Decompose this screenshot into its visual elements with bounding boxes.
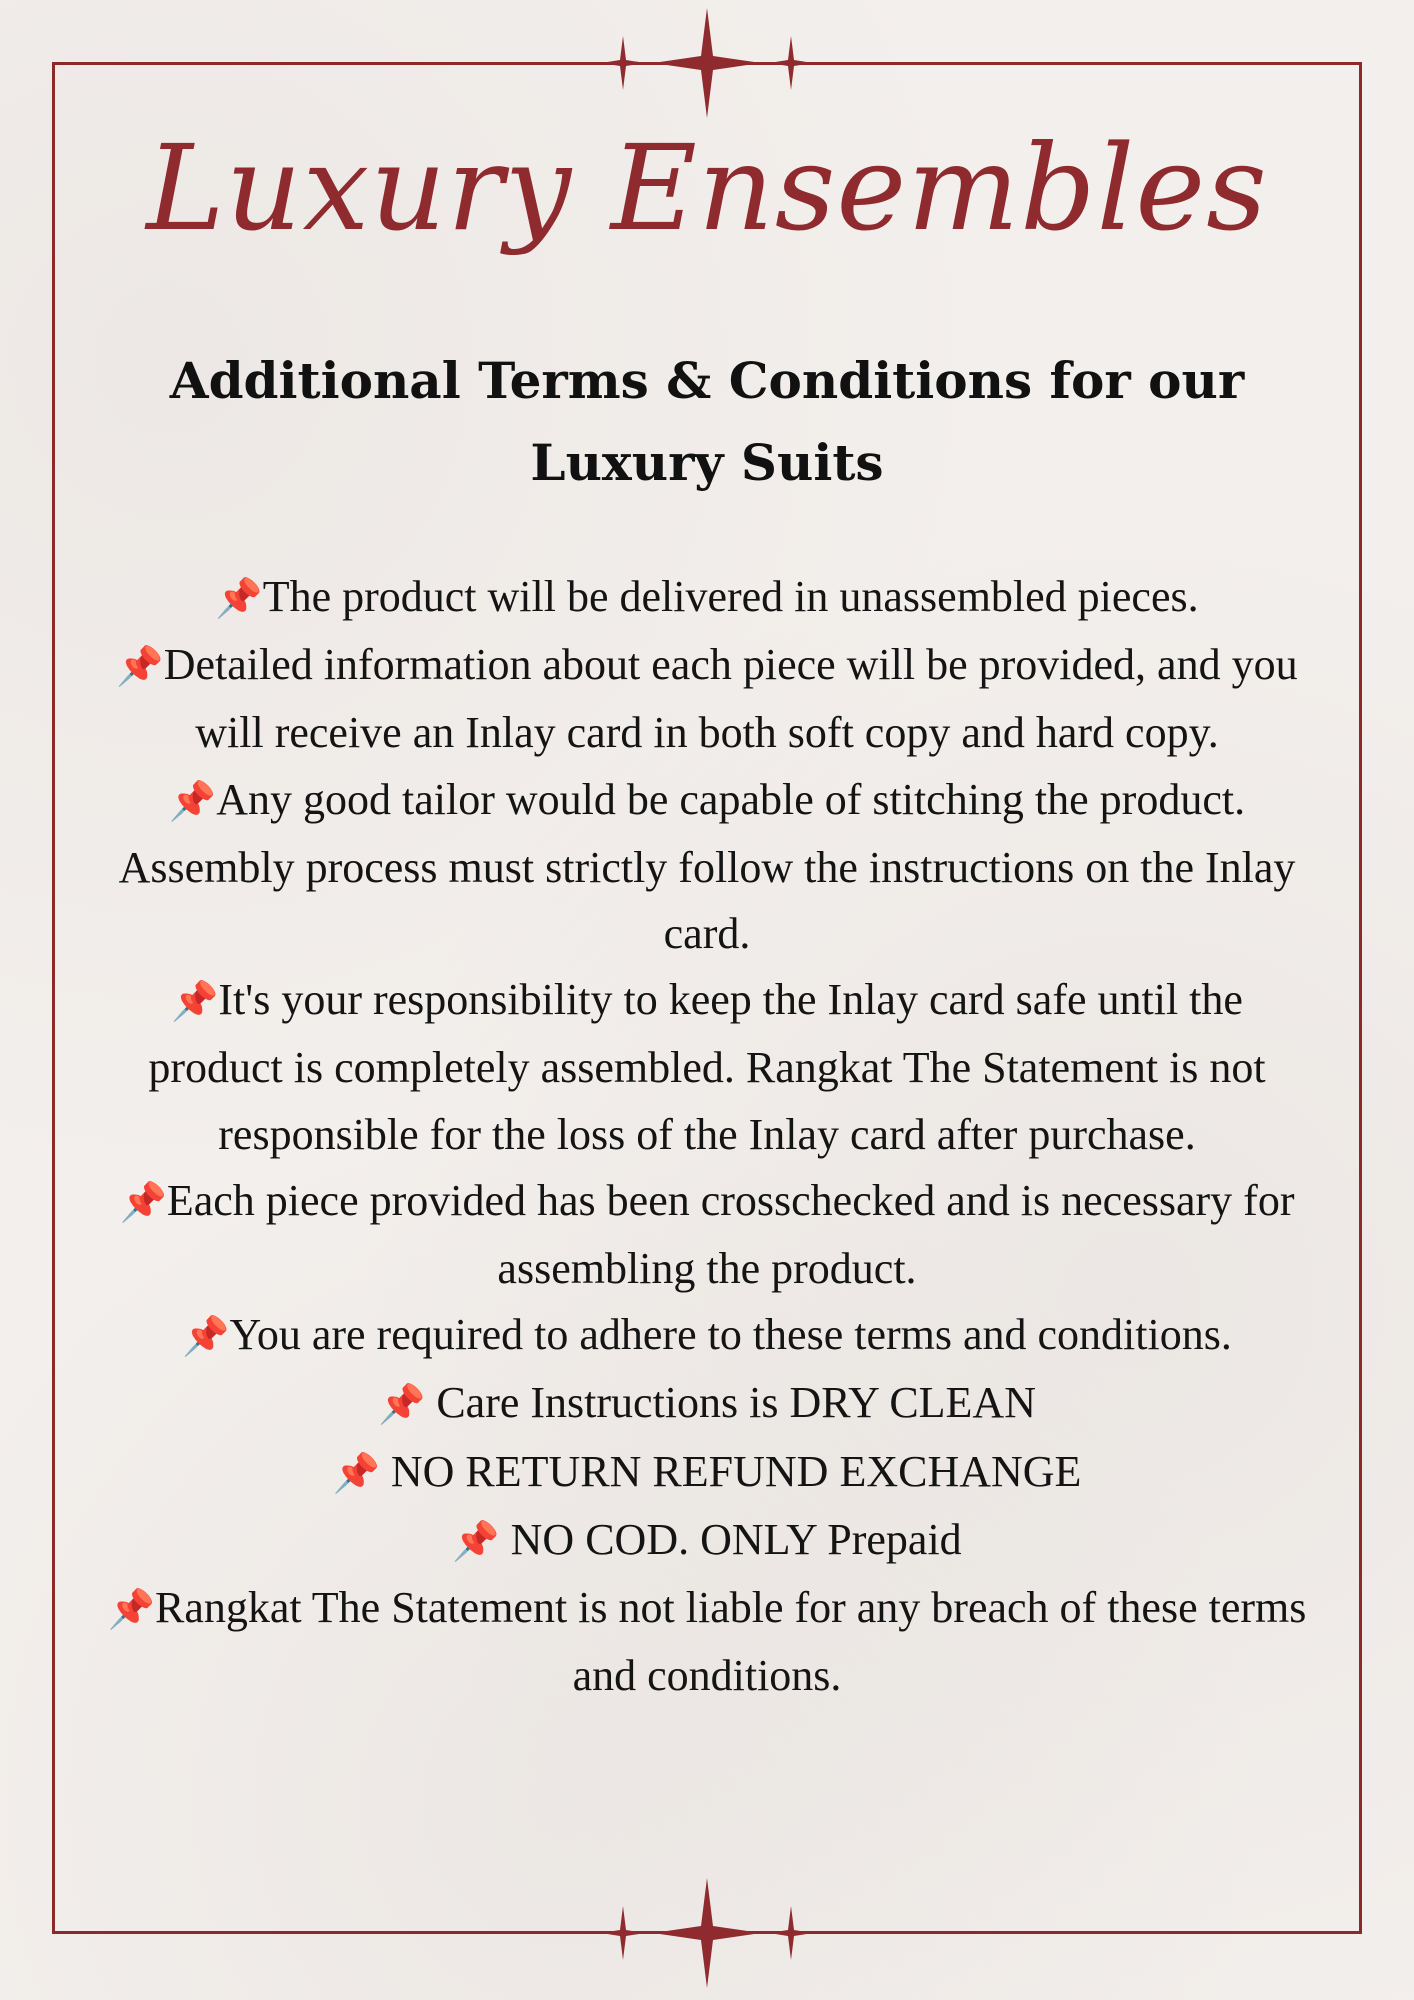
pushpin-icon: 📌	[168, 780, 217, 823]
pushpin-icon: 📌	[215, 578, 263, 620]
term-item: 📌Rangkat The Statement is not liable for any breach of these terms and conditions.	[107, 1583, 1307, 1701]
pushpin-icon: 📌	[119, 1181, 167, 1224]
pushpin-icon: 📌	[171, 981, 219, 1024]
sparkle-ornament-bottom-icon	[605, 1878, 809, 1988]
pushpin-icon: 📌	[452, 1520, 500, 1563]
term-item: 📌 NO RETURN REFUND EXCHANGE	[332, 1446, 1082, 1496]
page-title-line-2: Luxury Suits	[530, 433, 884, 492]
sparkle-ornament-top-icon	[605, 8, 809, 118]
term-item: 📌 NO COD. ONLY Prepaid	[452, 1514, 962, 1564]
pushpin-icon: 📌	[107, 1589, 155, 1632]
brand-script-title: Luxury Ensembles	[146, 119, 1268, 257]
pushpin-icon: 📌	[182, 1316, 230, 1359]
term-item: 📌Any good tailor would be capable of stitching the product. Assembly process must strictly follow the instructions on the Inlay card.	[118, 774, 1296, 959]
term-item: 📌 Care Instructions is DRY CLEAN	[378, 1378, 1036, 1428]
page-title	[140, 340, 1274, 504]
term-item: 📌It's your responsibility to keep the Inlay card safe until the product is completely assembled. Rangkat The Statement is not responsible for the loss of the Inlay card after purchase.	[148, 975, 1266, 1159]
pushpin-icon: 📌	[378, 1384, 426, 1427]
pushpin-icon: 📌	[116, 646, 164, 689]
terms-list	[100, 564, 1314, 1709]
term-item: 📌Each piece provided has been crosschecked and is necessary for assembling the product.	[119, 1175, 1295, 1294]
term-item: 📌The product will be delivered in unassembled pieces.	[215, 572, 1199, 621]
pushpin-icon: 📌	[332, 1452, 380, 1495]
page-title-line-1: Additional Terms & Conditions for our	[169, 351, 1245, 410]
term-item: 📌You are required to adhere to these terms and conditions.	[182, 1310, 1232, 1360]
term-item: 📌Detailed information about each piece will be provided, and you will receive an Inlay card in both soft copy and hard copy.	[116, 640, 1298, 758]
